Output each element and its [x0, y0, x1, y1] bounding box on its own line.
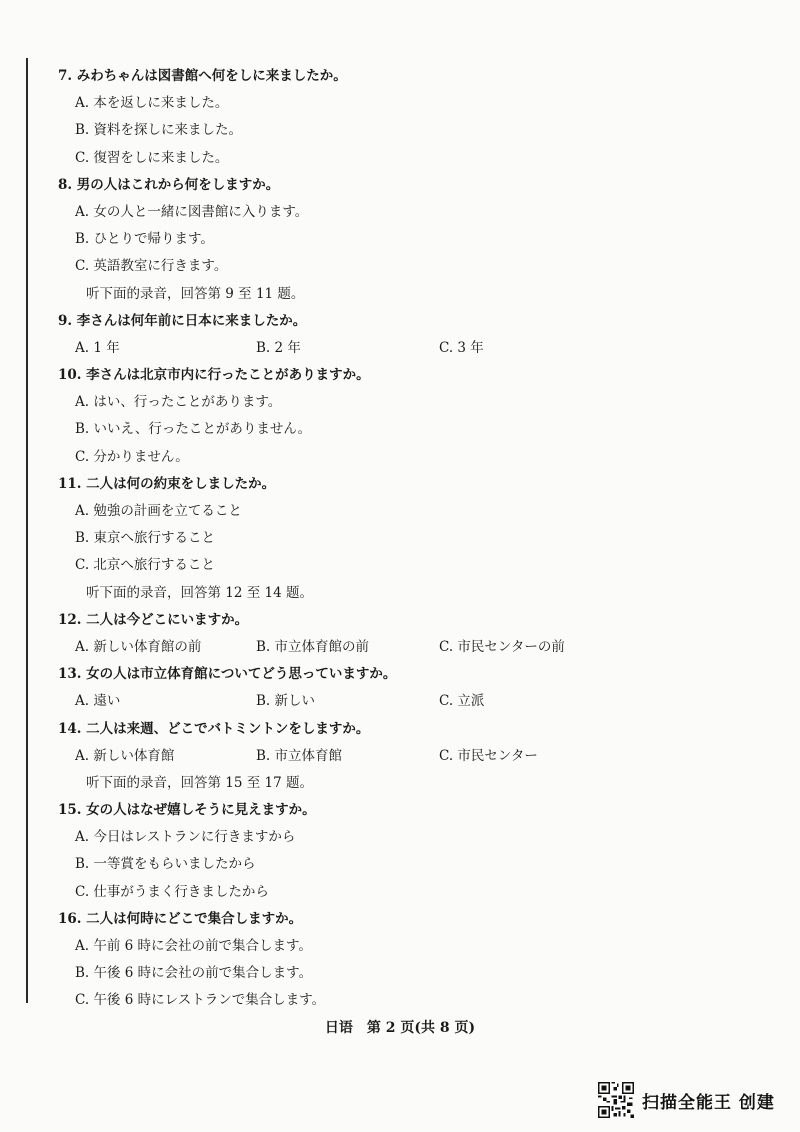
listening-instruction: 听下面的录音，回答第 9 至 11 题。	[86, 285, 305, 302]
option-text: C. 復習をしに来ました。	[75, 149, 229, 166]
question-text: 11. 二人は何の約束をしましたか。	[58, 475, 276, 492]
options-row	[58, 335, 758, 362]
options-row	[58, 688, 758, 715]
option-text: B. 資料を探しに来ました。	[75, 122, 243, 139]
option-text: B. 市立体育館	[256, 747, 343, 764]
option-text: C. 分かりません。	[75, 448, 189, 465]
qr-code-icon	[598, 1082, 634, 1118]
question-text: 8. 男の人はこれから何をしますか。	[58, 176, 280, 193]
option-text: C. 仕事がうまく行きましたから	[75, 883, 269, 900]
question-text: 10. 李さんは北京市内に行ったことがありますか。	[58, 367, 370, 384]
option-text: C. 市民センターの前	[439, 638, 565, 655]
page-footer: 日语 第 2 页(共 8 页)	[324, 1020, 476, 1036]
option-text: B. 市立体育館の前	[256, 638, 370, 655]
question-list	[58, 63, 758, 1015]
scanner-watermark-text: 扫描全能王 创建	[642, 1092, 775, 1113]
scanner-watermark	[598, 1081, 775, 1119]
option-text: B. 東京へ旅行すること	[75, 530, 216, 547]
option-text: A. 新しい体育館の前	[75, 638, 202, 655]
option-text: C. 午後 6 時にレストランで集合します。	[75, 992, 326, 1009]
question-text: 14. 二人は来週、どこでバトミントンをしますか。	[58, 720, 370, 737]
option-text: A. 1 年	[75, 339, 120, 356]
option-text: B. ひとりで帰ります。	[75, 231, 214, 248]
question-text: 7. みわちゃんは図書館へ何をしに来ましたか。	[58, 68, 347, 84]
option-text: A. 勉強の計画を立てること	[75, 503, 242, 519]
options-row	[58, 743, 758, 770]
question-text: 15. 女の人はなぜ嬉しそうに見えますか。	[58, 802, 316, 819]
option-text: C. 3 年	[439, 339, 484, 356]
option-text: A. 今日はレストランに行きますから	[75, 829, 296, 846]
question-text: 12. 二人は今どこにいますか。	[58, 611, 249, 628]
option-text: B. 新しい	[256, 693, 316, 710]
option-text: A. はい、行ったことがあります。	[75, 394, 282, 411]
option-text: A. 午前 6 時に会社の前で集合します。	[75, 938, 312, 954]
binding-margin-line	[26, 58, 28, 1003]
option-text: B. 午後 6 時に会社の前で集合します。	[75, 965, 313, 982]
option-text: B. 一等賞をもらいましたから	[75, 856, 256, 873]
question-text: 9. 李さんは何年前に日本に来ましたか。	[58, 312, 307, 329]
option-text: C. 英語教室に行きます。	[75, 258, 228, 275]
listening-instruction: 听下面的录音，回答第 15 至 17 题。	[86, 774, 314, 791]
option-text: C. 北京へ旅行すること	[75, 557, 215, 574]
question-text: 16. 二人は何時にどこで集合しますか。	[58, 910, 303, 927]
option-text: A. 女の人と一緒に図書館に入ります。	[75, 203, 309, 220]
option-text: B. いいえ、行ったことがありません。	[75, 421, 312, 438]
options-row	[58, 634, 758, 661]
option-text: A. 遠い	[75, 693, 121, 710]
option-text: B. 2 年	[256, 339, 301, 356]
question-text: 13. 女の人は市立体育館についてどう思っていますか。	[58, 666, 397, 683]
option-text: C. 市民センター	[439, 747, 538, 764]
listening-instruction: 听下面的录音，回答第 12 至 14 题。	[86, 584, 314, 601]
option-text: A. 新しい体育館	[75, 747, 175, 764]
option-text: C. 立派	[439, 693, 485, 710]
option-text: A. 本を返しに来ました。	[75, 95, 229, 112]
